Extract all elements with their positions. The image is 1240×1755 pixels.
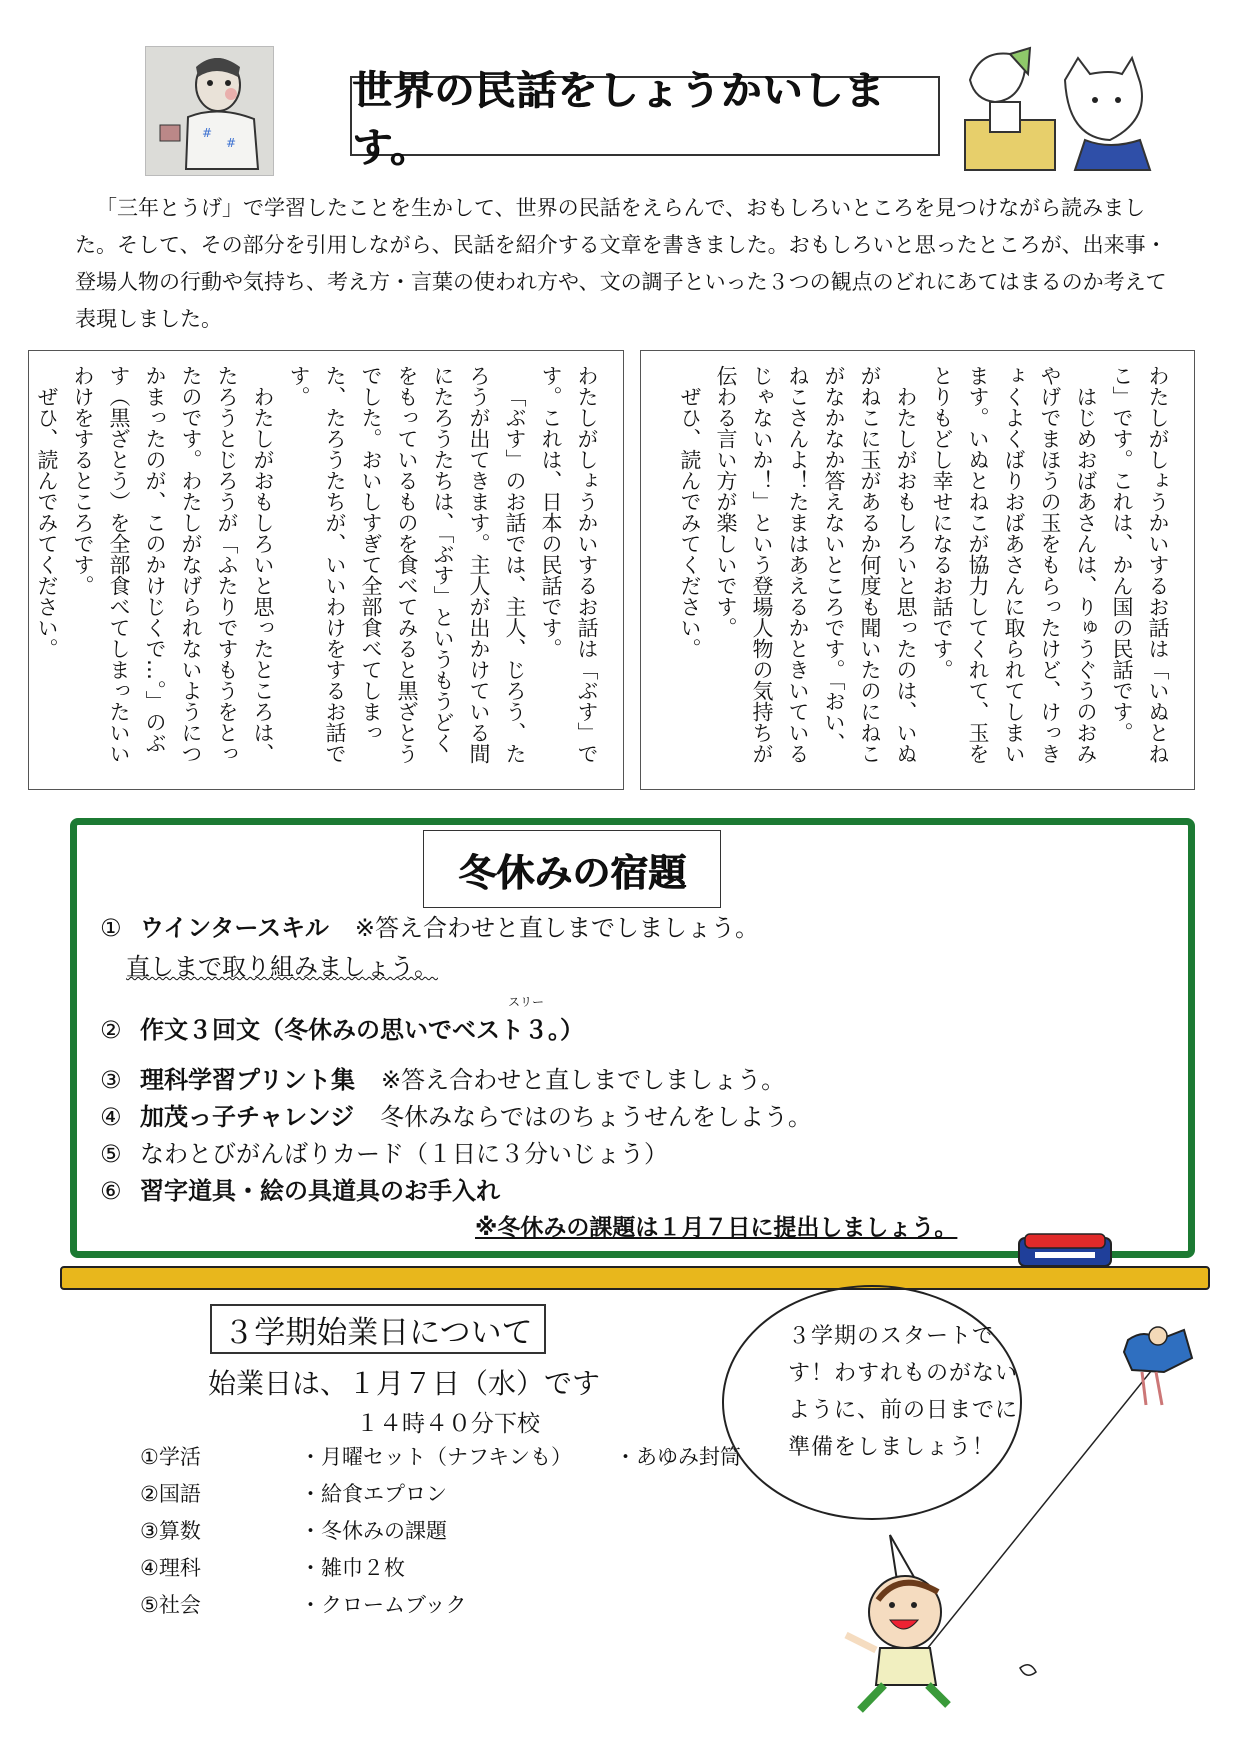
- bring-item: ・給食エプロン: [300, 1482, 447, 1506]
- intro-paragraph: 「三年とうげ」で学習したことを生かして、世界の民話をえらんで、おもしろいところを見つけながら読みました。そして、その部分を引用しながら、民話を紹介する文章を書きました。おもしろいと思ったところが、出来事・登場人物の行動や気持ち、考え方・言葉の使われ方や、文の調子といった３つの観点のどれにあてはまるのか考えて表現しました。: [75, 196, 1167, 331]
- item-name: 作文３回文（冬休みの思いでベスト: [140, 1016, 524, 1044]
- essay-paragraph: ぜひ、読んでみてください。: [678, 386, 702, 659]
- bring-item: ・月曜セット（ナフキンも）: [300, 1445, 572, 1469]
- ruby-base: ３: [524, 1016, 548, 1044]
- item-number: ⑥: [100, 1177, 122, 1205]
- item-number: ④: [100, 1103, 122, 1131]
- subject-item: ②国語: [140, 1482, 201, 1506]
- homework-item: [100, 995, 584, 1045]
- essay-paragraph: わたしがおもしろいと思ったところは、たろうとじろうが「ふたりですもうをとったのです。わたしがなげられないようにつかまったのが、このかけじくで…。」のぶす（黒ざとう）を全部食べてしまったいいわけをするところです。: [71, 365, 275, 764]
- essay-paragraph: わたしがおもしろいと思ったのは、いぬがねこに玉があるか何度も聞いたのにねこがなかなか答えないところです。「おい、ねこさんよ！たまはあえるかときいているじゃないか！」という登場人物の気持ちが伝わる言い方が楽しいです。: [714, 365, 918, 764]
- start-day: 始業日は、１月７日（水）です: [208, 1367, 601, 1400]
- dismissal-time: １４時４０分下校: [356, 1411, 540, 1437]
- homework-item: [100, 1171, 500, 1206]
- essay-text-inu-to-neko: [672, 365, 1176, 765]
- bring-item: ・冬休みの課題: [300, 1519, 447, 1543]
- item-number: ②: [100, 1016, 122, 1044]
- term3-title: ３学期始業日について: [223, 1314, 533, 1351]
- essay-paragraph: 「ぶす」のお話では、主人、じろう、たろうが出てきます。主人が出かけている間にたろうたちは、「ぶす」というもうどくをもっているものを食べてみると黒ざとうでした。おいしすぎて全部食べてしまった、たろうたちが、いいわけをするお話です。: [287, 365, 527, 764]
- item-number: ⑤: [100, 1140, 122, 1168]
- homework-title-box: [423, 830, 721, 908]
- item-note: ※答え合わせと直しまでしましょう。: [381, 1066, 786, 1094]
- subject-item: ①学活: [140, 1445, 201, 1469]
- subject-item: ④理科: [140, 1556, 201, 1580]
- submit-note: ※冬休みの課題は１月７日に提出しましょう。: [475, 1215, 958, 1241]
- subject-item: ⑤社会: [140, 1593, 201, 1617]
- essay-paragraph: わたしがしょうかいするお話は「いぬとねこ」です。これは、かん国の民話です。: [1110, 365, 1170, 764]
- item-name: ウインタースキル: [140, 914, 329, 942]
- essay-box-inu-to-neko: [640, 350, 1195, 790]
- homework-title: 冬休みの宿題: [457, 850, 686, 895]
- item-name-tail: 。）: [548, 1016, 584, 1044]
- item-number: ①: [100, 914, 122, 942]
- item-name: 加茂っ子チャレンジ: [140, 1103, 355, 1131]
- essay-box-busu: [28, 350, 624, 790]
- item-note: ※答え合わせと直しまでしましょう。: [354, 914, 759, 942]
- student-drawing-image: [146, 47, 273, 175]
- item-note: 冬休みならではのちょうせんをしよう。: [380, 1103, 812, 1131]
- svg-text:#: #: [202, 126, 213, 140]
- homework-sub-note: 直しまで取り組みましょう。: [126, 953, 438, 981]
- homework-item: [100, 1134, 668, 1169]
- item-number: ③: [100, 1066, 122, 1094]
- item-name: 習字道具・絵の具道具のお手入れ: [140, 1177, 500, 1205]
- term3-title-box: [210, 1304, 546, 1354]
- essay-paragraph: はじめおばあさんは、りゅうぐうのおみやげでまほうの玉をもらったけど、けっきょくよくばりおばあさんに取られてしまいます。いぬとねこが協力してくれて、玉をとりもどし幸せになるお話です。: [930, 365, 1098, 764]
- essay-paragraph: ぜひ、読んでみてください。: [35, 386, 59, 659]
- homework-item: [100, 1097, 812, 1132]
- item-name: 理科学習プリント集: [140, 1066, 356, 1094]
- speech-bubble-text: ３学期のスタートです！わすれものがないように、前の日までに準備をしましょう！: [788, 1324, 1019, 1460]
- homework-item: [100, 1060, 785, 1095]
- student-drawing: [145, 46, 274, 176]
- page-title: 世界の民話をしょうかいします。: [352, 68, 885, 171]
- essay-text-busu: [29, 365, 605, 765]
- svg-text:#: #: [226, 136, 237, 150]
- ruby-three: [508, 995, 548, 1045]
- page-title-box: [350, 68, 940, 171]
- item-name: なわとびがんばりカード（１日に３分いじょう）: [140, 1140, 668, 1168]
- subject-item: ③算数: [140, 1519, 201, 1543]
- bring-item: ・雑巾２枚: [300, 1556, 405, 1580]
- ruby-text: スリー: [508, 995, 545, 1009]
- homework-item: [100, 908, 759, 943]
- dog-and-cat-illustration: [950, 40, 1180, 180]
- essay-paragraph: わたしがしょうかいするお話は「ぶす」です。これは、日本の民話です。: [539, 365, 599, 764]
- eraser-icon: [1015, 1230, 1115, 1270]
- bring-item: ・あゆみ封筒: [615, 1445, 741, 1469]
- bring-item: ・クロームブック: [300, 1593, 467, 1617]
